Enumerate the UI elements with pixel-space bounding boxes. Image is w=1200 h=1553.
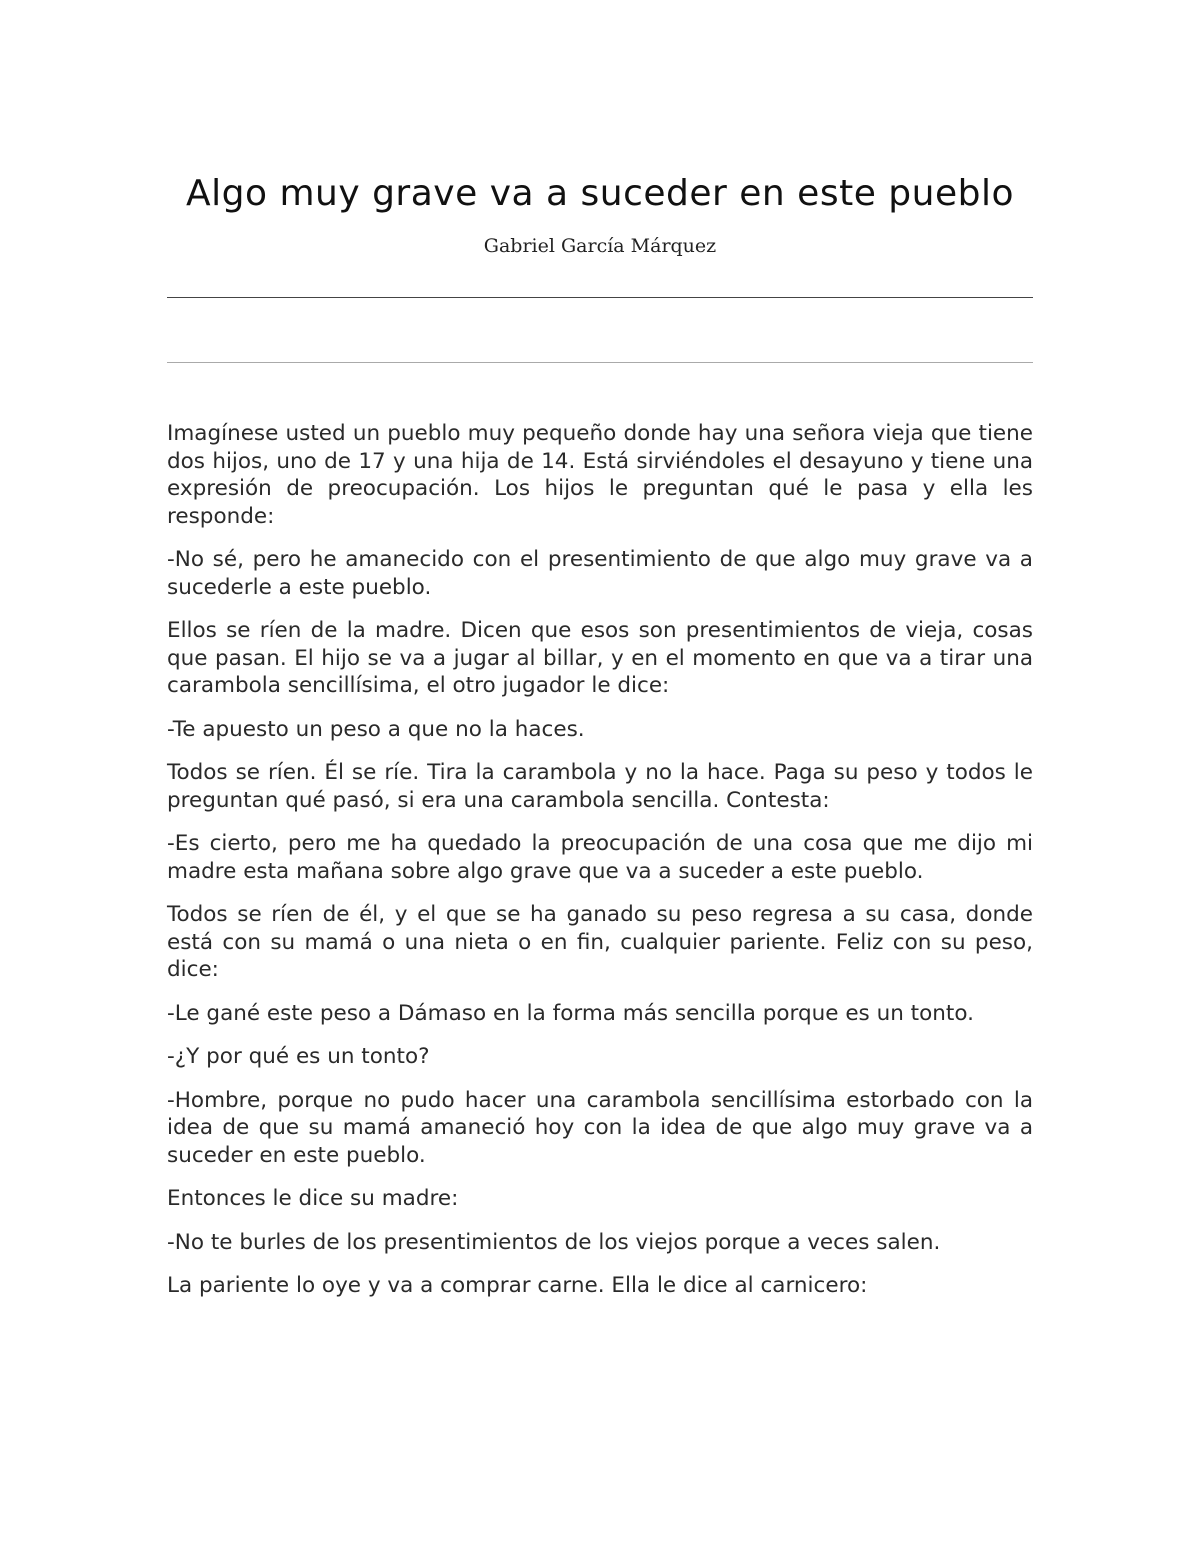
body-paragraph: Imagínese usted un pueblo muy pequeño donde hay una señora vieja que tiene dos hijos, uno de 17 y una hija de 14. Está sirviéndoles el desayuno y tiene una expresión de preocupación. Los hijos le preguntan qué le pasa y ella les responde: [167, 421, 1033, 529]
document-author: Gabriel García Márquez [483, 235, 717, 257]
body-paragraph: -No sé, pero he amanecido con el presentimiento de que algo muy grave va a sucederle a este pueblo. [167, 547, 1033, 600]
body-paragraph: -Te apuesto un peso a que no la haces. [167, 716, 585, 742]
body-paragraph: Entonces le dice su madre: [167, 1186, 459, 1211]
document-body [167, 420, 1033, 1316]
body-paragraph: -Hombre, porque no pudo hacer una carambola sencillísima estorbado con la idea de que su mamá amaneció hoy con la idea de que algo muy grave va a suceder en este pueblo. [167, 1087, 1033, 1168]
body-paragraph: -Le gané este peso a Dámaso en la forma más sencilla porque es un tonto. [167, 1000, 974, 1026]
body-paragraph: Todos se ríen de él, y el que se ha ganado su peso regresa a su casa, donde está con su mamá o una nieta o en fin, cualquier pariente. Feliz con su peso, dice: [167, 902, 1033, 982]
body-paragraph: -¿Y por qué es un tonto? [167, 1044, 430, 1069]
document-title: Algo muy grave va a suceder en este pueblo [186, 173, 1014, 214]
body-paragraph: Todos se ríen. Él se ríe. Tira la carambola y no la hace. Paga su peso y todos le preguntan qué pasó, si era una carambola sencilla. Contesta: [167, 760, 1033, 813]
body-paragraph: -Es cierto, pero me ha quedado la preocupación de una cosa que me dijo mi madre esta mañana sobre algo grave que va a suceder a este pueblo. [167, 831, 1033, 884]
header-divider-top [167, 297, 1033, 298]
body-paragraph: -No te burles de los presentimientos de los viejos porque a veces salen. [167, 1229, 941, 1255]
body-paragraph: Ellos se ríen de la madre. Dicen que esos son presentimientos de vieja, cosas que pasan. El hijo se va a jugar al billar, y en el momento en que va a tirar una carambola sencillísima, el otro jugador le dice: [167, 618, 1033, 698]
header-divider-bottom [167, 362, 1033, 363]
body-paragraph: La pariente lo oye y va a comprar carne. Ella le dice al carnicero: [167, 1273, 868, 1298]
